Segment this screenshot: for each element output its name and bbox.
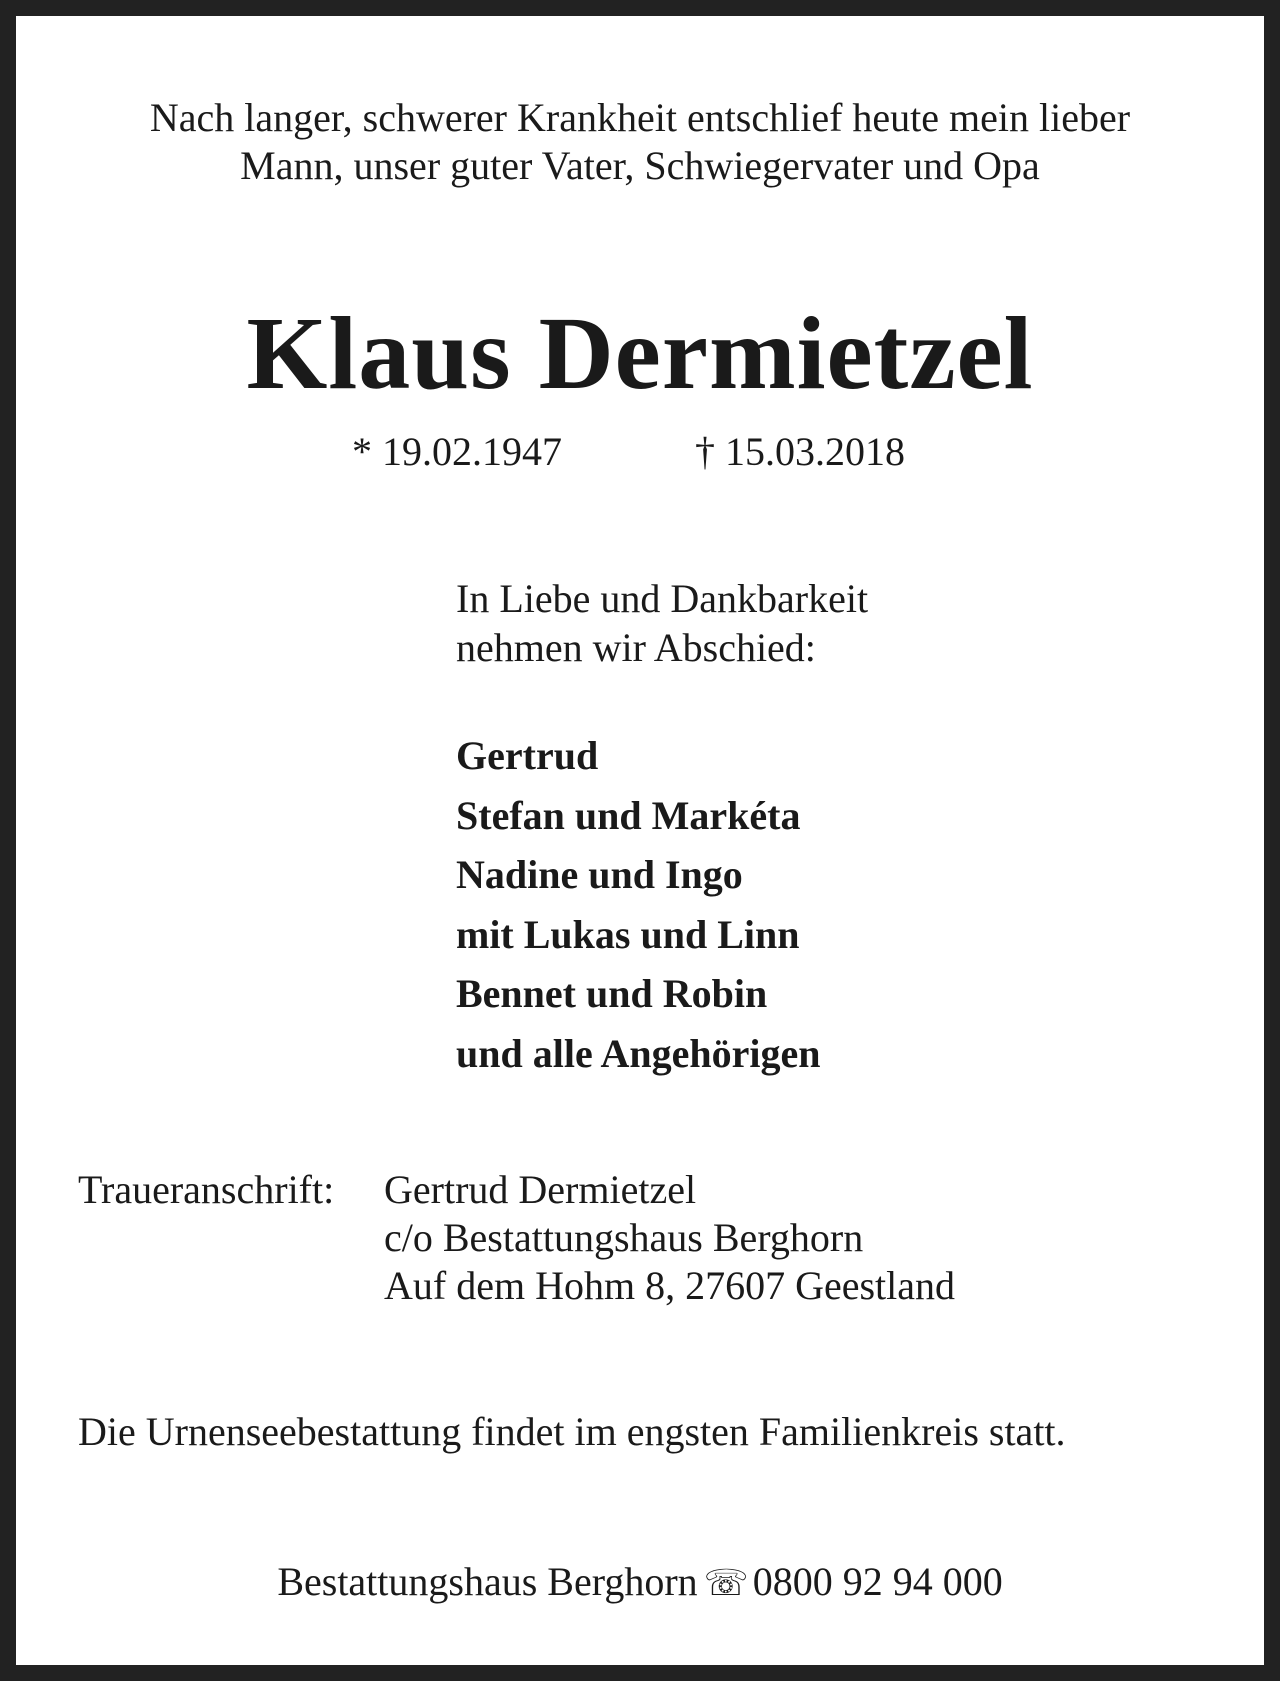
funeral-home-line	[16, 1558, 1264, 1608]
intro-line-2: Mann, unser guter Vater, Schwiegervater und Opa	[240, 143, 1040, 188]
address-line: c/o Bestattungshaus Berghorn	[384, 1215, 864, 1260]
mourner-item: Gertrud	[456, 733, 599, 778]
mourner-item: und alle Angehörigen	[456, 1030, 821, 1076]
intro-text	[16, 94, 1264, 190]
death-date: † 15.03.2018	[695, 429, 905, 474]
farewell-line-2: nehmen wir Abschied:	[456, 625, 816, 670]
mourner-list	[456, 726, 821, 1084]
mourner-item: Stefan und Markéta	[456, 792, 801, 838]
farewell-text	[456, 574, 868, 672]
funeral-home-name: Bestattungshaus Berghorn	[277, 1559, 698, 1604]
mourner-item: Bennet und Robin	[456, 971, 768, 1017]
birth-date: * 19.02.1947	[352, 429, 562, 474]
farewell-line-1: In Liebe und Dankbarkeit	[456, 576, 869, 621]
address-line: Auf dem Hohm 8, 27607 Geestland	[384, 1263, 956, 1308]
mourner-item: mit Lukas und Linn	[456, 911, 800, 957]
deceased-name: Klaus Dermietzel	[246, 296, 1034, 411]
address-line: Gertrud Dermietzel	[384, 1167, 697, 1212]
mourner-item: Nadine und Ingo	[456, 852, 743, 898]
address-lines	[384, 1166, 955, 1310]
funeral-home-phone: 0800 92 94 000	[752, 1559, 1003, 1604]
burial-note: Die Urnenseebestattung findet im engsten Familienkreis statt.	[78, 1409, 1066, 1454]
intro-line-1: Nach langer, schwerer Krankheit entschlief heute mein lieber	[149, 95, 1131, 140]
address-label: Traueranschrift:	[78, 1167, 335, 1212]
telephone-icon: ☏	[703, 1563, 749, 1604]
